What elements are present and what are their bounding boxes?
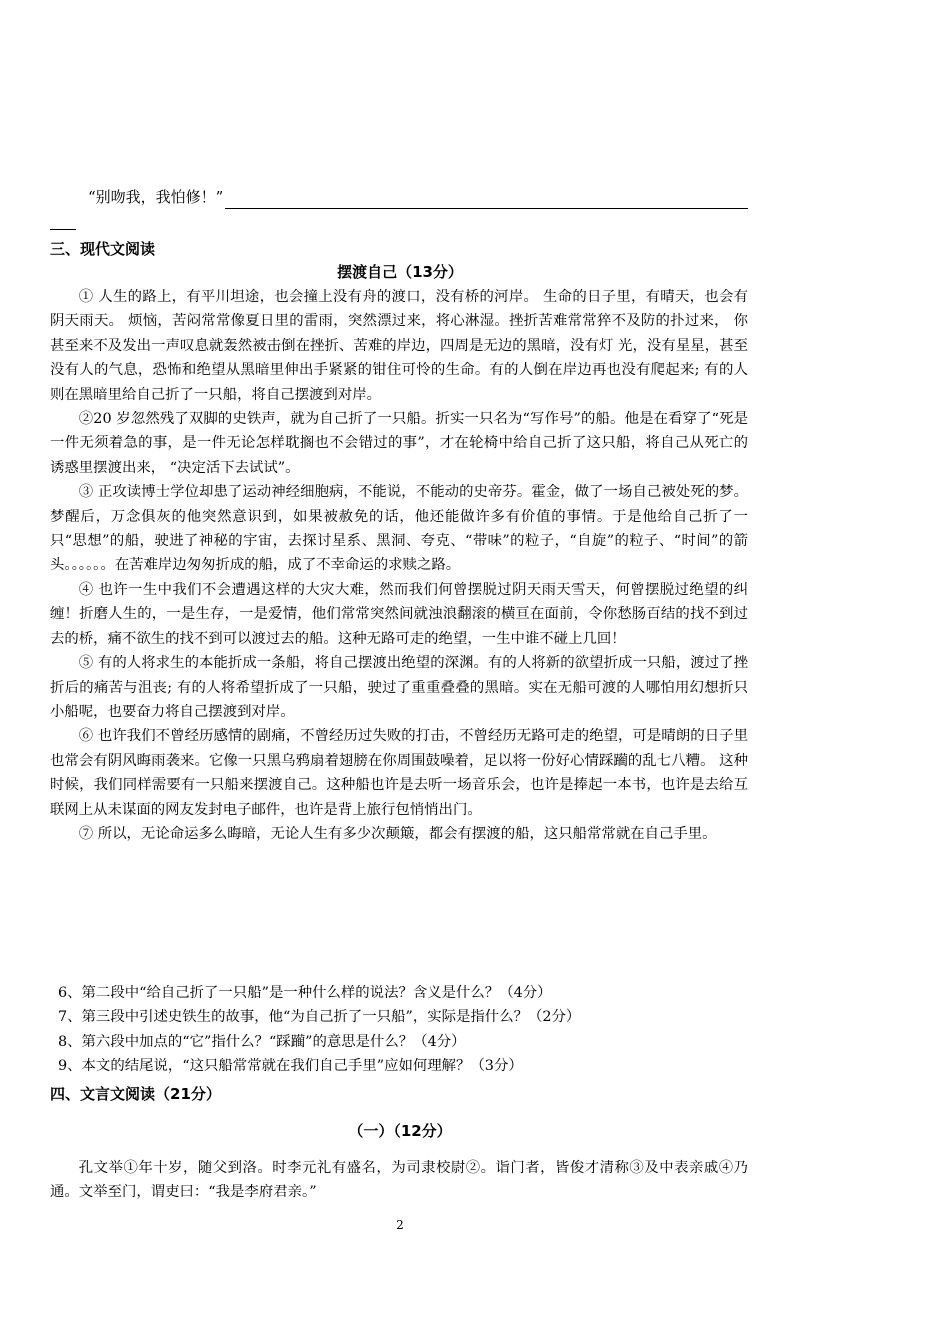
subsection-title: （一）（12分） [348, 1122, 452, 1140]
classical-paragraph: 孔文举①年十岁，随父到洛。时李元礼有盛名，为司隶校尉②。诣门者，皆俊才清称③及中表亲戚④乃通。文举至门，谓吏曰：“我是李府君亲。” [50, 1160, 748, 1201]
paragraph-1: ① 人生的路上，有平川坦途，也会撞上没有舟的渡口，没有桥的河岸。 生命的日子里，有晴天，也会有阴天雨天。 烦恼，苦闷常常像夏日里的雷雨，突然漂过来，将心淋湿。挫折苦难常常猝不及防的扑过来， 你甚至来不及发出一声叹息就轰然被击倒在挫折、苦难的岸边，四周是无边的黑暗，没有灯 光，没有星星，甚至没有人的气息，恐怖和绝望从黑暗里伸出手紧紧的钳住可怜的生命。有的人倒在岸边再也没有爬起来; 有的人则在黑暗里给自己折了一只船，将自己摆渡到对岸。 [50, 289, 748, 403]
paragraph-3: ③ 正攻读博士学位却患了运动神经细胞病，不能说，不能动的史帝芬。霍金，做了一场自己被处死的梦。梦醒后，万念俱灰的他突然意识到，如果被赦免的话，他还能做许多有价值的事情。于是他给自己折了一只“思想”的船，驶进了神秘的宇宙，去探讨星系、黑洞、夸克、“带味”的粒子，“自旋”的粒子、“时间”的箭头。。。。。。在苦难岸边匆匆折成的船，成了不幸命运的求赎之路。 [50, 484, 748, 574]
question-8: 8、第六段中加点的“它”指什么？“踩躏”的意思是什么？（4分） [58, 1033, 466, 1050]
section-3-heading: 三、现代文阅读 [50, 240, 156, 258]
question-9: 9、本文的结尾说，“这只船常常就在我们自己手里”应如何理解？（3分） [58, 1058, 523, 1075]
answer-underline [225, 192, 748, 209]
article-title: 摆渡自己（13分） [337, 263, 463, 281]
paragraph-7: ⑦ 所以，无论命运多么晦暗，无论人生有多少次颠簸，都会有摆渡的船，这只船常常就在自己手里。 [78, 825, 717, 842]
paragraph-2: ②20 岁忽然残了双脚的史铁声，就为自己折了一只船。折实一只名为“写作号”的船。他是在看穿了“死是一件无须着急的事，是一件无论怎样耽搁也不会错过的事”，才在轮椅中给自己折了这只船，将自己从死亡的诱惑里摆渡出来， “决定活下去试试”。 [50, 411, 748, 476]
question-7: 7、第三段中引述史铁生的故事，他“为自己折了一只船”，实际是指什么？（2分） [58, 1009, 581, 1026]
short-divider [50, 229, 76, 230]
quote-text: “别吻我，我怕修！” [88, 188, 224, 206]
paragraph-4: ④ 也许一生中我们不会遭遇这样的大灾大难，然而我们何曾摆脱过阴天雨天雪天，何曾摆脱过绝望的纠缠！折磨人生的，一是生存，一是爱情，他们常常突然间就浊浪翻滚的横亘在面前，令你愁肠百结的找不到过去的桥，痛不欲生的找不到可以渡过去的船。这种无路可走的绝望，一生中谁不碰上几回！ [50, 581, 748, 647]
quote-answer-line [88, 185, 748, 209]
paragraph-6: ⑥ 也许我们不曾经历感情的剧痛，不曾经历过失败的打击，不曾经历无路可走的绝望，可是晴朗的日子里也常会有阴风晦雨袭来。它像一只黑乌鸦扇着翅膀在你周围鼓噪着，足以将一份好心情踩躏的乱七八糟。 这种时候，我们同样需要有一只船来摆渡自己。这种船也许是去听一场音乐会，也许是捧起一本书，也许是去给互联网上从未谋面的网友发封电子邮件，也许是背上旅行包悄悄出门。 [50, 728, 748, 818]
question-list [58, 981, 748, 1079]
paragraph-5: ⑤ 有的人将求生的本能折成一条船，将自己摆渡出绝望的深渊。有的人将新的欲望折成一只船，渡过了挫折后的痛苦与沮丧; 有的人将希望折成了一只船，驶过了重重叠叠的黑暗。实在无船可渡的人哪怕用幻想折只小船呢，也要奋力将自己摆渡到对岸。 [50, 655, 748, 720]
section-4-heading: 四、文言文阅读（21分） [50, 1085, 221, 1103]
page-number: 2 [396, 1218, 404, 1232]
article-body [50, 285, 748, 846]
question-6: 6、第二段中“给自己折了一只船”是一种什么样的说法？含义是什么？（4分） [58, 985, 552, 1001]
classical-text [50, 1156, 748, 1205]
